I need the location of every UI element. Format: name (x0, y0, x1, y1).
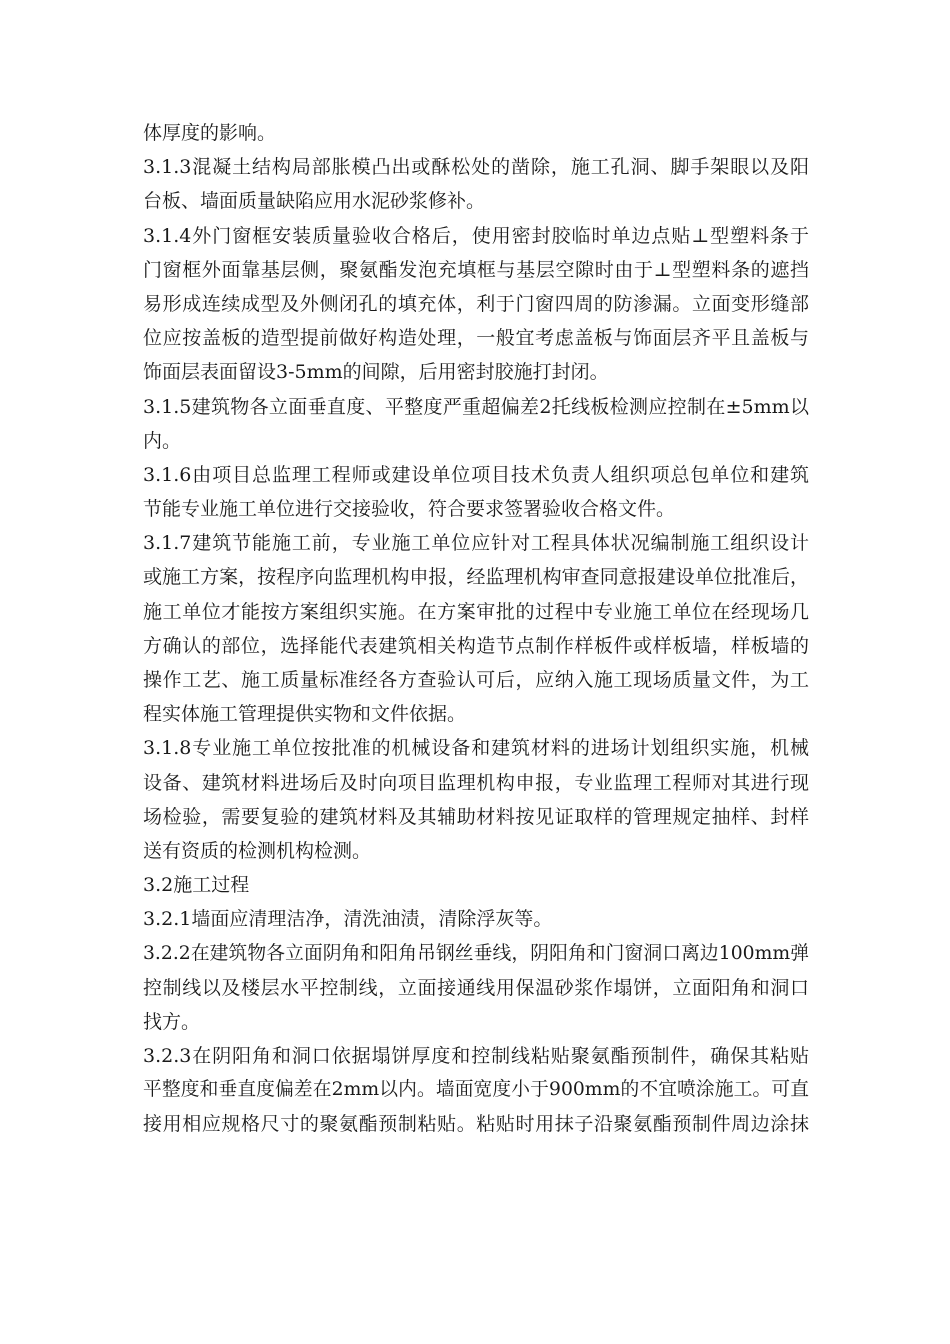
text-line: 3.2.1墙面应清理洁净，清洗油渍，清除浮灰等。 (143, 908, 553, 931)
text-line: 台板、墙面质量缺陷应用水泥砂浆修补。 (143, 190, 486, 213)
text-line: 3.2.3在阴阳角和洞口依据塌饼厚度和控制线粘贴聚氨酯预制件，确保其粘贴 (143, 1045, 809, 1068)
text-line: 送有资质的检测机构检测。 (143, 839, 372, 862)
text-line: 3.1.3混凝土结构局部胀模凸出或酥松处的凿除，施工孔洞、脚手架眼以及阳 (143, 156, 809, 179)
text-line: 场检验，需要复验的建筑材料及其辅助材料按见证取样的管理规定抽样、封样 (143, 805, 809, 828)
text-line: 操作工艺、施工质量标准经各方查验认可后，应纳入施工现场质量文件，为工 (143, 669, 809, 691)
text-line: 节能专业施工单位进行交接验收，符合要求签署验收合格文件。 (143, 498, 676, 521)
text-line: 或施工方案，按程序向监理机构申报，经监理机构审查同意报建设单位批准后， (143, 566, 809, 589)
text-line: 3.1.7建筑节能施工前，专业施工单位应针对工程具体状况编制施工组织设计 (143, 532, 809, 555)
text-line: 3.1.6由项目总监理工程师或建设单位项目技术负责人组织项总包单位和建筑 (143, 463, 809, 486)
text-line: 3.1.4外门窗框安装质量验收合格后，使用密封胶临时单边点贴⊥型塑料条于 (143, 224, 809, 247)
document-body (143, 116, 809, 1142)
text-line: 接用相应规格尺寸的聚氨酯预制粘贴。粘贴时用抹子沿聚氨酯预制件周边涂抹 (143, 1113, 809, 1136)
text-line: 程实体施工管理提供实物和文件依据。 (143, 703, 467, 726)
text-line: 方确认的部位，选择能代表建筑相关构造节点制作样板件或样板墙，样板墙的 (143, 634, 809, 657)
text-line: 位应按盖板的造型提前做好构造处理，一般宜考虑盖板与饰面层齐平且盖板与 (143, 327, 809, 350)
text-line: 设备、建筑材料进场后及时向项目监理机构申报，专业监理工程师对其进行现 (143, 771, 809, 794)
text-line: 内。 (143, 429, 182, 452)
text-line: 3.1.5建筑物各立面垂直度、平整度严重超偏差2托线板检测应控制在±5mm以 (143, 395, 809, 418)
text-line: 控制线以及楼层水平控制线，立面接通线用保温砂浆作塌饼，立面阳角和洞口 (143, 976, 809, 999)
text-line: 3.1.8专业施工单位按批准的机械设备和建筑材料的进场计划组织实施，机械 (143, 737, 809, 760)
text-line: 饰面层表面留设3-5mm的间隙，后用密封胶施打封闭。 (143, 361, 609, 384)
text-line: 3.2施工过程 (143, 874, 250, 897)
text-line: 易形成连续成型及外侧闭孔的填充体，利于门窗四周的防渗漏。立面变形缝部 (143, 292, 809, 315)
text-line: 门窗框外面靠基层侧，聚氨酯发泡充填框与基层空隙时由于⊥型塑料条的遮挡 (143, 258, 809, 281)
text-line: 3.2.2在建筑物各立面阴角和阳角吊钢丝垂线，阴阳角和门窗洞口离边100mm弹 (143, 942, 809, 964)
text-line: 施工单位才能按方案组织实施。在方案审批的过程中专业施工单位在经现场几 (143, 600, 809, 623)
text-line: 体厚度的影响。 (143, 122, 277, 144)
text-line: 平整度和垂直度偏差在2mm以内。墙面宽度小于900mm的不宜喷涂施工。可直 (143, 1079, 809, 1101)
text-line: 找方。 (143, 1010, 201, 1033)
